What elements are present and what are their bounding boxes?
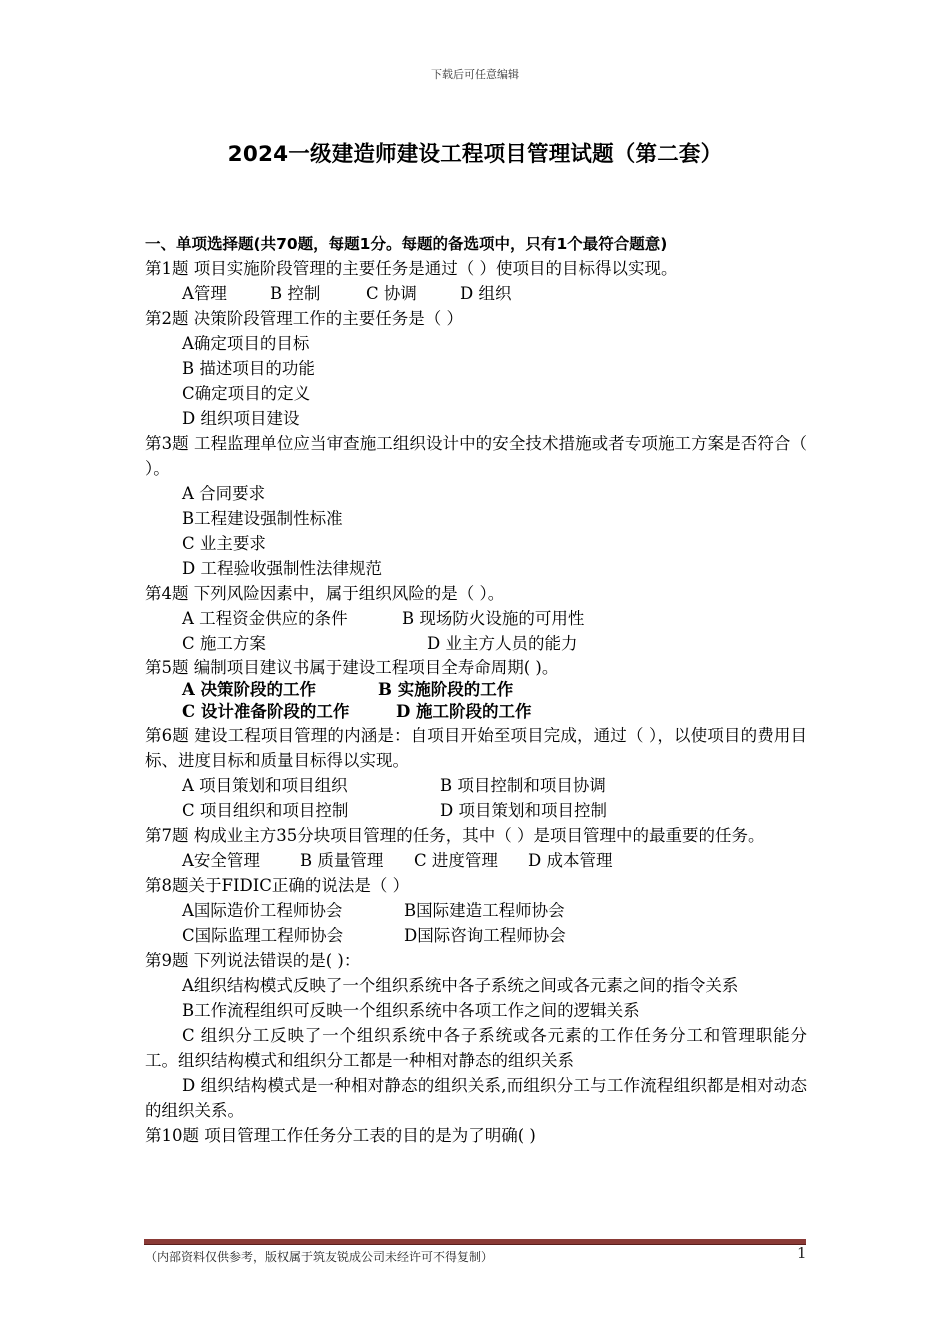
option-d: D 成本管理 bbox=[528, 851, 613, 870]
question-8-options-row-2 bbox=[145, 923, 807, 948]
question-7-options bbox=[145, 848, 807, 873]
option-c: C 协调 bbox=[366, 284, 417, 303]
option-b: B 描述项目的功能 bbox=[182, 359, 315, 378]
question-8-stem: 第8题关于FIDIC正确的说法是（ ） bbox=[145, 876, 410, 895]
option-d: D 组织 bbox=[460, 284, 512, 303]
option-d: D国际咨询工程师协会 bbox=[404, 926, 566, 945]
question-5-options-row-1 bbox=[145, 679, 807, 701]
option-b: B 控制 bbox=[270, 284, 321, 303]
option-c: C 项目组织和项目控制 bbox=[182, 801, 349, 820]
question-9-stem: 第9题 下列说法错误的是( )： bbox=[145, 951, 361, 970]
option-d: D 组织结构模式是一种相对静态的组织关系,而组织分工与工作流程组织都是相对动态的组织关系。 bbox=[145, 1076, 807, 1120]
option-b: B国际建造工程师协会 bbox=[404, 901, 565, 920]
document-body bbox=[145, 232, 807, 1148]
question-6-options-row-1 bbox=[145, 773, 807, 798]
question-2-stem: 第2题 决策阶段管理工作的主要任务是（ ） bbox=[145, 309, 463, 328]
option-b: B 项目控制和项目协调 bbox=[440, 776, 606, 795]
option-c: C 进度管理 bbox=[414, 851, 498, 870]
question-3-stem: 第3题 工程监理单位应当审查施工组织设计中的安全技术措施或者专项施工方案是否符合（ ）。 bbox=[145, 434, 807, 478]
option-b: B 实施阶段的工作 bbox=[378, 680, 514, 699]
question-4-options-row-1 bbox=[145, 606, 807, 631]
option-c: C国际监理工程师协会 bbox=[182, 926, 344, 945]
option-b: B 质量管理 bbox=[300, 851, 384, 870]
option-c: C 业主要求 bbox=[182, 534, 266, 553]
option-a: A 工程资金供应的条件 bbox=[182, 609, 348, 628]
option-c: C 施工方案 bbox=[182, 634, 266, 653]
question-5-options-row-2 bbox=[145, 701, 807, 723]
option-d: D 业主方人员的能力 bbox=[427, 634, 578, 653]
footer-divider bbox=[144, 1239, 806, 1245]
question-1-options bbox=[145, 281, 807, 306]
option-d: D 施工阶段的工作 bbox=[396, 702, 532, 721]
option-a: A 决策阶段的工作 bbox=[182, 680, 317, 699]
option-a: A国际造价工程师协会 bbox=[182, 901, 343, 920]
document-title: 2024一级建造师建设工程项目管理试题（第二套） bbox=[227, 142, 723, 167]
question-6-options-row-2 bbox=[145, 798, 807, 823]
option-b: B工程建设强制性标准 bbox=[182, 509, 343, 528]
option-a: A组织结构模式反映了一个组织系统中各子系统之间或各元素之间的指令关系 bbox=[182, 976, 739, 995]
option-d: D 项目策划和项目控制 bbox=[440, 801, 607, 820]
page-number: 1 bbox=[797, 1244, 807, 1262]
option-c: C 设计准备阶段的工作 bbox=[182, 702, 350, 721]
question-7-stem: 第7题 构成业主方35分块项目管理的任务，其中（ ）是项目管理中的最重要的任务。 bbox=[145, 826, 765, 845]
option-b: B工作流程组织可反映一个组织系统中各项工作之间的逻辑关系 bbox=[182, 1001, 640, 1020]
question-4-options-row-2 bbox=[145, 631, 807, 656]
option-d: D 组织项目建设 bbox=[182, 409, 300, 428]
option-a: A安全管理 bbox=[182, 851, 260, 870]
question-1-stem: 第1题 项目实施阶段管理的主要任务是通过（ ）使项目的目标得以实现。 bbox=[145, 259, 678, 278]
option-d: D 工程验收强制性法律规范 bbox=[182, 559, 382, 578]
option-c: C 组织分工反映了一个组织系统中各子系统或各元素的工作任务分工和管理职能分工。组织结构模式和组织分工都是一种相对静态的组织关系 bbox=[145, 1026, 807, 1070]
footer-note: （内部资料仅供参考，版权属于筑友锐成公司未经许可不得复制） bbox=[145, 1250, 494, 1264]
question-8-options-row-1 bbox=[145, 898, 807, 923]
option-b: B 现场防火设施的可用性 bbox=[402, 609, 585, 628]
question-10-stem: 第10题 项目管理工作任务分工表的目的是为了明确( ) bbox=[145, 1126, 536, 1145]
option-c: C确定项目的定义 bbox=[182, 384, 311, 403]
question-5-stem: 第5题 编制项目建议书属于建设工程项目全寿命周期( )。 bbox=[145, 658, 559, 677]
question-4-stem: 第4题 下列风险因素中，属于组织风险的是（ ）。 bbox=[145, 584, 505, 603]
option-a: A管理 bbox=[182, 284, 227, 303]
question-6-stem: 第6题 建设工程项目管理的内涵是：自项目开始至项目完成，通过（ ），以使项目的费用目标、进度目标和质量目标得以实现。 bbox=[145, 726, 807, 770]
option-a: A确定项目的目标 bbox=[182, 334, 310, 353]
option-a: A 项目策划和项目组织 bbox=[182, 776, 348, 795]
header-note: 下载后可任意编辑 bbox=[431, 68, 519, 81]
option-a: A 合同要求 bbox=[182, 484, 266, 503]
section-heading: 一、单项选择题(共70题，每题1分。每题的备选项中，只有1个最符合题意) bbox=[145, 235, 668, 253]
